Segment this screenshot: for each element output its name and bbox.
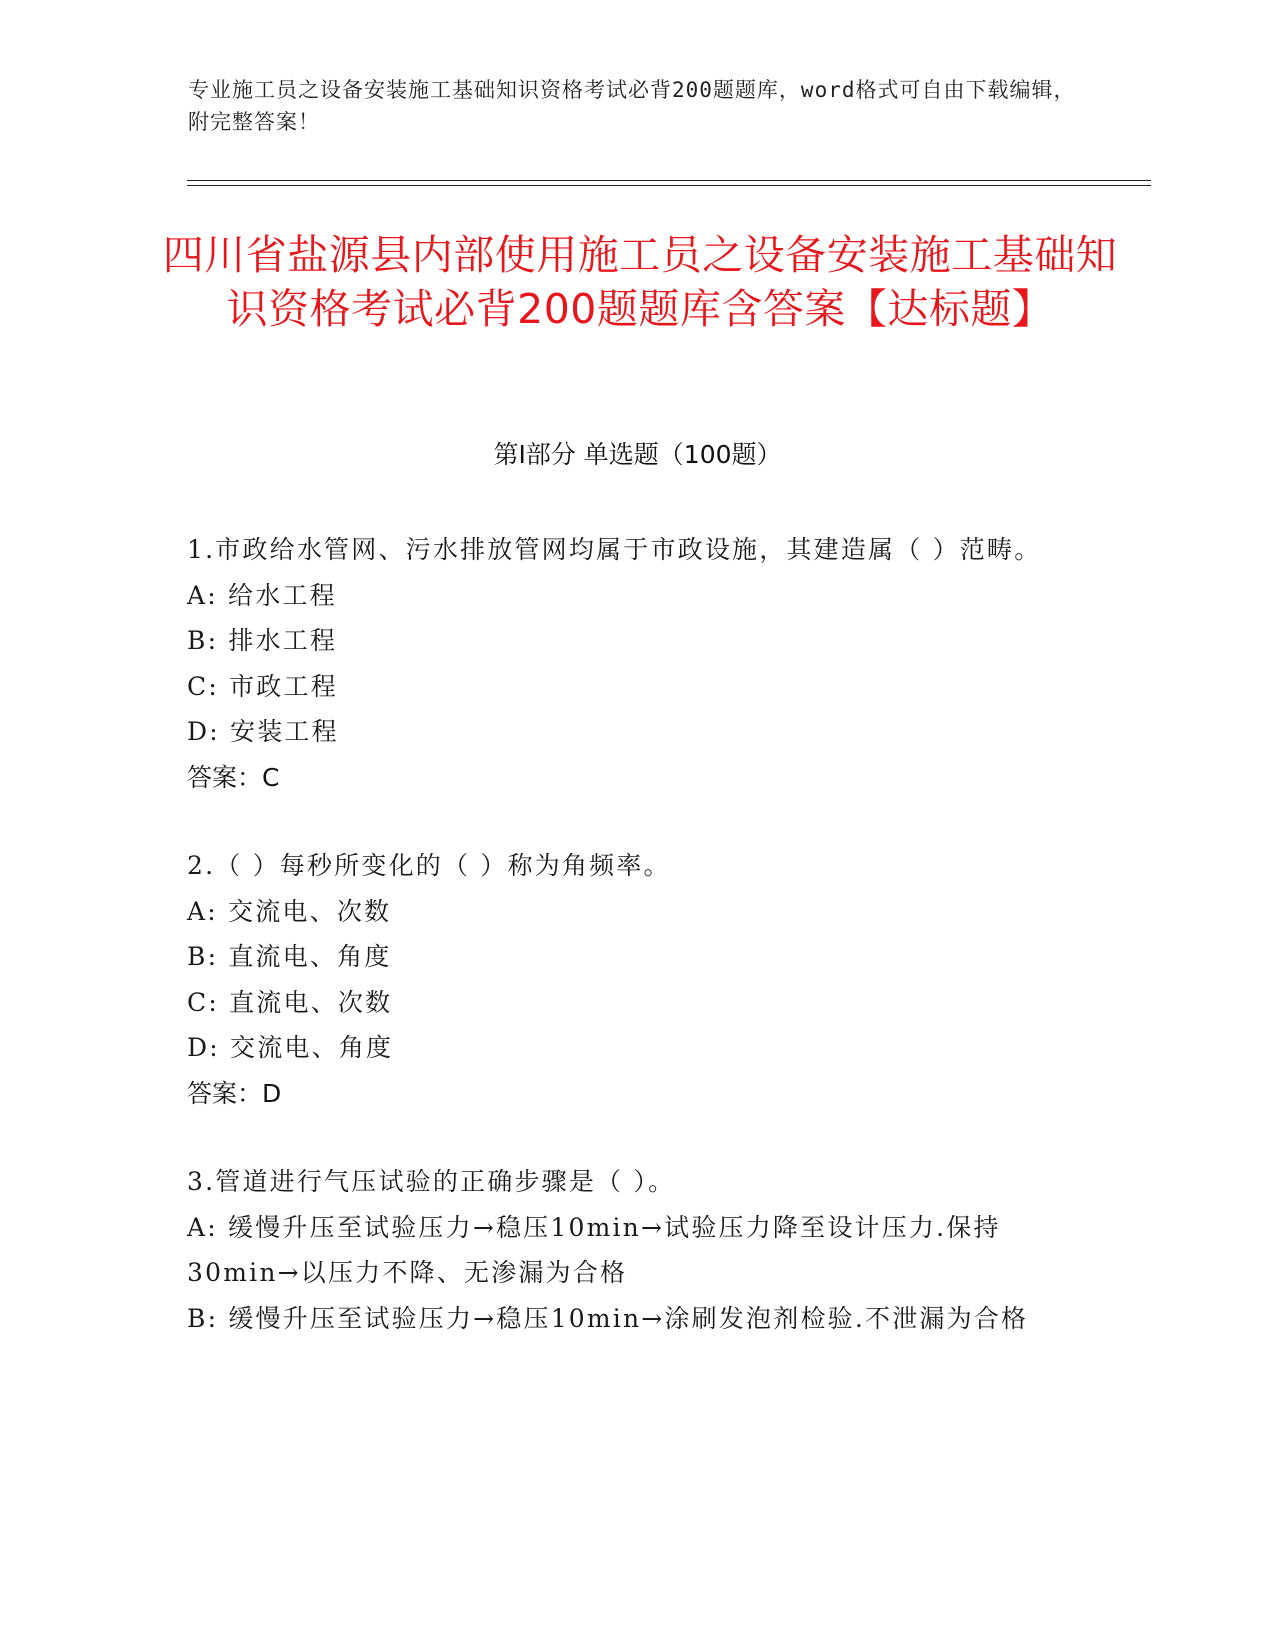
option-d: D: 交流电、角度 — [187, 1033, 394, 1062]
document-title: 四川省盐源县内部使用施工员之设备安装施工基础知识资格考试必背200题题库含答案【达标题】 — [162, 231, 1118, 333]
header-note: 专业施工员之设备安装施工基础知识资格考试必背200题题库，word格式可自由下载编辑，附完整答案！ — [188, 78, 1076, 134]
question-3 — [187, 1159, 1087, 1341]
option-d: D: 安装工程 — [187, 717, 339, 746]
section-title: 第I部分 单选题（100题） — [493, 440, 782, 469]
answer-line: 答案：D — [187, 1078, 282, 1108]
question-stem: 2.（ ）每秒所变化的（ ）称为角频率。 — [187, 851, 671, 880]
option-b: B: 直流电、角度 — [187, 942, 392, 971]
question-2 — [187, 843, 1087, 1116]
option-a: A: 给水工程 — [187, 580, 337, 610]
header-divider-bottom — [187, 185, 1151, 186]
option-a: A: 缓慢升压至试验压力→稳压10min→试验压力降至设计压力.保持30min→以压力不降、无渗漏为合格 — [187, 1212, 1001, 1287]
option-b: B: 排水工程 — [187, 626, 338, 655]
question-stem: 1.市政给水管网、污水排放管网均属于市政设施，其建造属（ ）范畴。 — [187, 535, 1042, 564]
question-list — [187, 527, 1087, 1384]
answer-line: 答案：C — [187, 762, 280, 792]
question-1 — [187, 527, 1087, 800]
header-divider-top — [187, 180, 1151, 181]
option-c: C: 直流电、次数 — [187, 987, 393, 1017]
option-b: B: 缓慢升压至试验压力→稳压10min→涂刷发泡剂检验.不泄漏为合格 — [187, 1303, 1029, 1333]
option-a: A: 交流电、次数 — [187, 896, 392, 926]
question-stem: 3.管道进行气压试验的正确步骤是（ ）。 — [187, 1167, 676, 1196]
option-c: C: 市政工程 — [187, 671, 338, 701]
